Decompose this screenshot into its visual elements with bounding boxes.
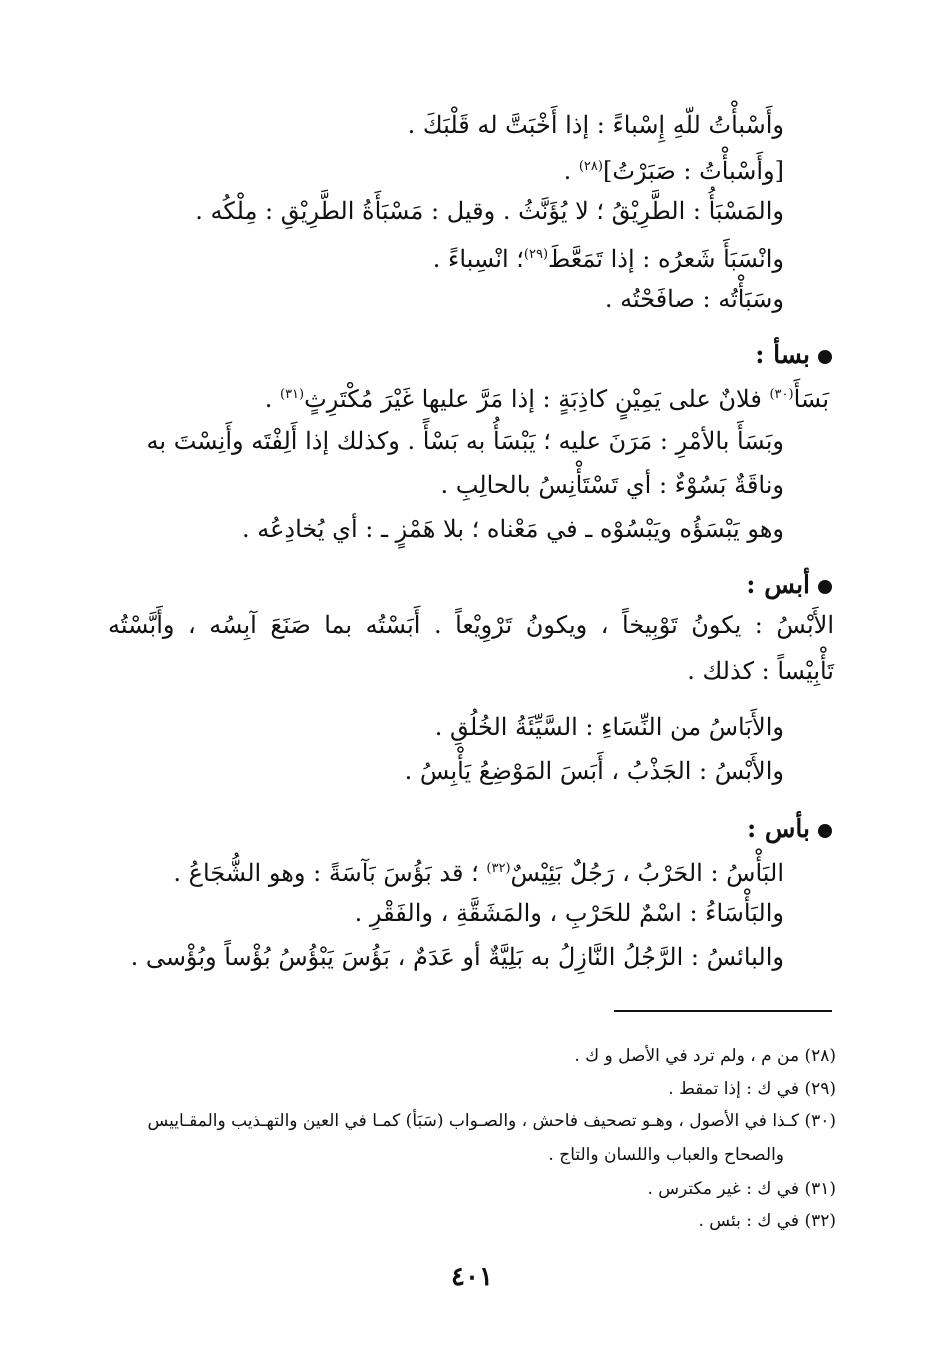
- footnote: (٣٢) في ك : بئس .: [698, 1211, 836, 1231]
- entry-line: وسَبَأْتُه : صافَحْتُه .: [604, 285, 784, 313]
- footnote: (٢٩) في ك : إذا تمقط .: [668, 1079, 836, 1099]
- heading-text: بأس :: [746, 814, 810, 843]
- footnote: (٣١) في ك : غير مكترس .: [647, 1179, 836, 1199]
- entry-line: وبَسَأَ بالأمْرِ : مَرَنَ عليه ؛ يَبْسَأُ به بَسْأً . وكذلك إذا أَلِفْتَه وأَنِسْتَ به: [146, 427, 784, 455]
- entry-line: والبائسُ : الرَّجُلُ النَّازِلُ به بَلِيَّةٌ أو عَدَمٌ ، بَؤُسَ يَبْؤُسُ بُؤْساً وبُؤْسى .: [130, 943, 784, 971]
- entry-line: والبَأْسَاءُ : اسْمٌ للحَرْبِ ، والمَشَقَّةِ ، والفَقْرِ .: [354, 899, 784, 927]
- entry-line: [173, 852, 784, 886]
- entry-line: [وأَسْبأْتُ : صَبَرْتُ]$^{(٢٨)}$ .: [563, 157, 784, 185]
- entry-line: الأَبْسُ : يكونُ تَوْبِيخاً ، ويكونُ تَرْوِيْعاً . أَبَسْتُه بما صَنَعَ آبِسُه ، وأَبَّسْتُه: [108, 611, 834, 639]
- entry-line: والأَبْسُ : الجَذْبُ ، أَبَسَ المَوْضِعُ يَأْبِسُ .: [404, 757, 784, 785]
- entry-line: والمَسْبَأُ : الطَّرِيْقُ ؛ لا يُؤَنَّثُ . وقيل : مَسْبَأَةُ الطَّرِيْقِ : مِلْكُه .: [195, 197, 784, 225]
- entry-line: وهو يَبْسَؤُه ويَبْسُوْه ـ في مَعْناه ؛ بلا هَمْزٍ ـ : أي يُخادِعُه .: [241, 515, 784, 543]
- footnote: (٢٨) من م ، ولم ترد في الأصل و ك .: [574, 1046, 836, 1066]
- entry-text: البَأْسُ : الحَرْبُ ، رَجُلٌ بَئِيْسٌ: [510, 859, 784, 887]
- bullet-icon: [818, 824, 832, 838]
- entry-heading: [755, 338, 832, 372]
- entry-text: [وأَسْبأْتُ : صَبَرْتُ]: [602, 157, 784, 185]
- entry-text: وانْسَبَأَ شَعرُه : إذا تَمَعَّطَ: [548, 245, 784, 273]
- entry-heading: [746, 568, 832, 602]
- heading-text: أبس :: [746, 570, 810, 599]
- entry-heading: [747, 812, 832, 846]
- footnote-marker[interactable]: (٣٢): [486, 861, 511, 876]
- entry-text: ؛ قد بَؤُسَ بَآسَةً : وهو الشُّجَاعُ .: [173, 859, 479, 887]
- footnote: (٣٠) كـذا في الأصول ، وهـو تصحيف فاحش ، والصـواب (سَبَأ) كمـا في العين والتهـذيب والمقـاييس: [147, 1111, 836, 1131]
- entry-line: [433, 238, 784, 272]
- entry-line: تَأْبِيْساً : كذلك .: [687, 657, 834, 685]
- entry-text: ؛ انْسِباءً .: [432, 245, 524, 273]
- heading-text: بسأ :: [755, 340, 810, 369]
- footnote-marker[interactable]: (٢٩): [523, 247, 549, 262]
- footnote-divider: [614, 1010, 832, 1012]
- entry-line: [265, 378, 829, 412]
- entry-line: وأَسْبأْتُ للّهِ إِسْباءً : إذا أَخْبَتَّ له قَلْبَكَ .: [407, 111, 784, 139]
- entry-line: وناقَةٌ بَسُوْءٌ : أي تَسْتَأْنِسُ بالحالِبِ .: [440, 471, 784, 499]
- bullet-icon: [818, 350, 832, 364]
- page-number: ٤٠١: [451, 1262, 493, 1292]
- entry-line: والأَبَاسُ من النِّسَاءِ : السَّيِّئَةُ الخُلُقِ .: [434, 713, 784, 741]
- entry-text: فلانٌ على يَمِيْنٍ كاذِبَةٍ : إذا مَرَّ عليها غَيْرَ مُكْتَرِثٍ: [304, 385, 762, 413]
- footnote-marker[interactable]: (٣٠): [769, 387, 794, 402]
- entry-text: .: [264, 385, 273, 413]
- entry-text: بَسَأَ: [793, 385, 829, 413]
- footnote-marker[interactable]: (٢٨): [578, 159, 603, 174]
- footnote-marker[interactable]: (٣١): [280, 387, 305, 402]
- footnote: والصحاح والعباب واللسان والتاج .: [548, 1145, 784, 1165]
- bullet-icon: [818, 580, 832, 594]
